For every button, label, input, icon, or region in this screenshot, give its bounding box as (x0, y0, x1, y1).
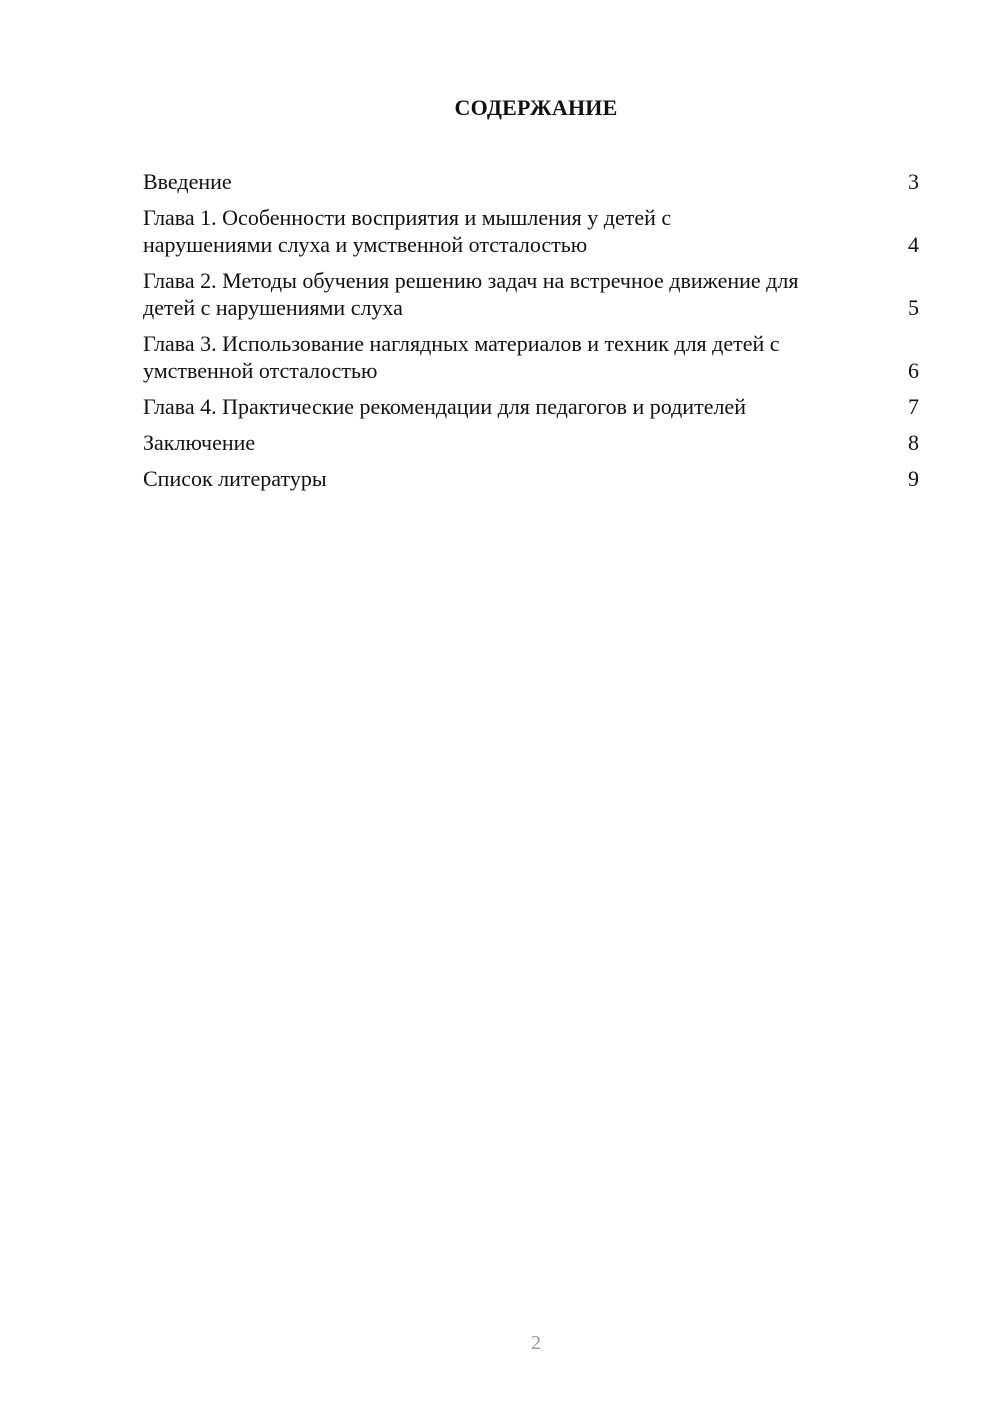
toc-entry-page: 5 (908, 295, 919, 320)
toc-entry-title: Глава 1. Особенности восприятия и мышления у детей с нарушениями слуха и умственной отсталостью (143, 205, 672, 257)
toc-entry-title: Список литературы (143, 466, 327, 491)
toc-entry-page: 6 (908, 358, 919, 383)
toc-entry-title: Глава 2. Методы обучения решению задач на встречное движение для детей с нарушениями слуха (143, 268, 799, 320)
toc-entry-chapter-2 (143, 267, 919, 321)
toc-entry-chapter-4 (143, 393, 919, 420)
toc-entry-page: 3 (908, 169, 919, 194)
table-of-contents (143, 168, 919, 501)
toc-entry-page: 9 (908, 466, 919, 491)
toc-entry-page: 4 (908, 232, 919, 257)
toc-entry-page: 7 (908, 394, 919, 419)
toc-entry-title: Глава 3. Использование наглядных материалов и техник для детей с умственной отсталостью (143, 331, 780, 383)
page-number: 2 (531, 1332, 541, 1354)
toc-entry-chapter-1 (143, 204, 919, 258)
toc-entry-title: Заключение (143, 430, 256, 455)
toc-entry-page: 8 (908, 430, 919, 455)
toc-entry-references (143, 465, 919, 492)
toc-entry-conclusion (143, 429, 919, 456)
toc-entry-title: Введение (143, 169, 232, 194)
toc-entry-chapter-3 (143, 330, 919, 384)
toc-entry-title: Глава 4. Практические рекомендации для педагогов и родителей (143, 394, 746, 419)
page-title: СОДЕРЖАНИЕ (454, 95, 618, 120)
toc-entry-introduction (143, 168, 919, 195)
